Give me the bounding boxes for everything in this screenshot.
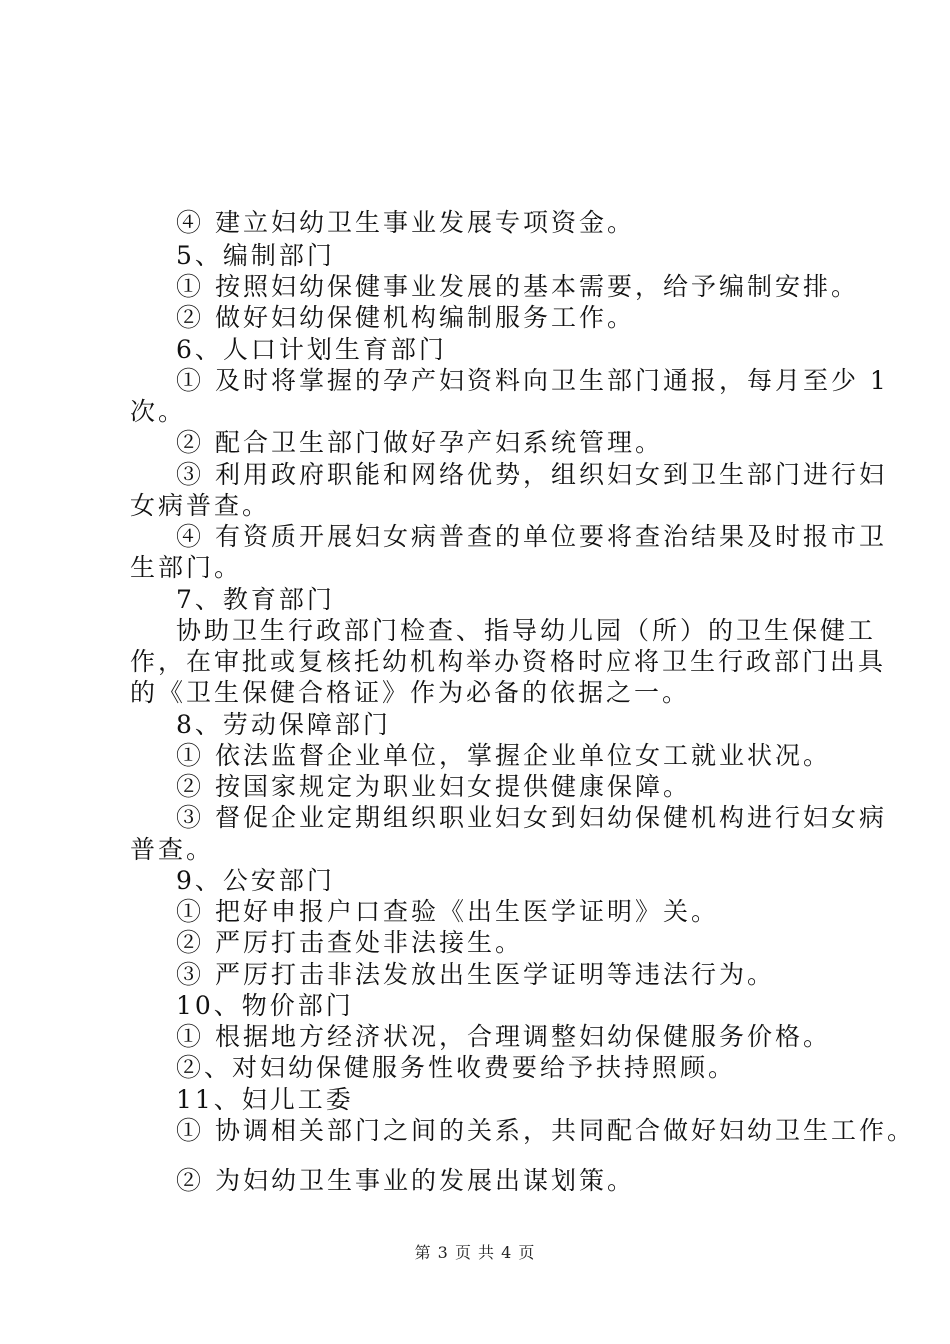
paragraph-education-line-1: 协助卫生行政部门检查、指导幼儿园（所）的卫生保健工 <box>176 616 877 645</box>
item-1-birth-certificate-check: ① 把好申报户口查验《出生医学证明》关。 <box>176 897 719 926</box>
paragraph-education-line-2: 作，在审批或复核托幼机构举办资格时应将卫生行政部门出具 <box>130 647 887 676</box>
item-1-staffing-arrangement: ① 按照妇幼保健事业发展的基本需要，给予编制安排。 <box>176 272 859 301</box>
item-4-report-results: ④ 有资质开展妇女病普查的单位要将查治结果及时报市卫 <box>176 522 887 551</box>
item-3-organize-screening: ③ 利用政府职能和网络优势，组织妇女到卫生部门进行妇 <box>176 460 887 489</box>
item-3-organize-screening-cont: 女病普查。 <box>130 491 271 520</box>
item-4-special-funds: ④ 建立妇幼卫生事业发展专项资金。 <box>176 208 635 237</box>
item-1-supervise-enterprises: ① 依法监督企业单位，掌握企业单位女工就业状况。 <box>176 741 831 770</box>
item-4-report-results-cont: 生部门。 <box>130 553 243 582</box>
item-2-planning-advice: ② 为妇幼卫生事业的发展出谋划策。 <box>176 1166 635 1195</box>
heading-family-planning-department: 6、人口计划生育部门 <box>176 335 447 364</box>
item-3-illegal-certificates: ③ 严厉打击非法发放出生医学证明等违法行为。 <box>176 960 775 989</box>
item-1-adjust-prices: ① 根据地方经济状况，合理调整妇幼保健服务价格。 <box>176 1022 831 1051</box>
item-2-illegal-delivery: ② 严厉打击查处非法接生。 <box>176 928 523 957</box>
paragraph-education-line-3: 的《卫生保健合格证》作为必备的依据之一。 <box>130 678 691 707</box>
item-1-report-maternal-data-cont: 次。 <box>130 397 187 426</box>
item-3-urge-screening-cont: 普查。 <box>130 835 215 864</box>
item-2-health-protection: ② 按国家规定为职业妇女提供健康保障。 <box>176 772 691 801</box>
item-2-staffing-service: ② 做好妇幼保健机构编制服务工作。 <box>176 303 635 332</box>
heading-labor-security-department: 8、劳动保障部门 <box>176 710 391 739</box>
item-1-coordinate-departments: ① 协调相关部门之间的关系，共同配合做好妇幼卫生工作。 <box>176 1116 915 1145</box>
heading-women-children-committee: 11、妇儿工委 <box>176 1085 354 1114</box>
page-footer: 第 3 页 共 4 页 <box>414 1243 536 1262</box>
item-2-maternal-management: ② 配合卫生部门做好孕产妇系统管理。 <box>176 428 663 457</box>
heading-public-security-department: 9、公安部门 <box>176 866 335 895</box>
item-1-report-maternal-data: ① 及时将掌握的孕产妇资料向卫生部门通报，每月至少 1 <box>176 366 889 395</box>
item-3-urge-screening: ③ 督促企业定期组织职业妇女到妇幼保健机构进行妇女病 <box>176 803 887 832</box>
heading-education-department: 7、教育部门 <box>176 585 335 614</box>
heading-price-department: 10、物价部门 <box>176 991 354 1020</box>
heading-staffing-department: 5、编制部门 <box>176 241 335 270</box>
item-2-support-fees: ②、对妇幼保健服务性收费要给予扶持照顾。 <box>176 1053 737 1082</box>
